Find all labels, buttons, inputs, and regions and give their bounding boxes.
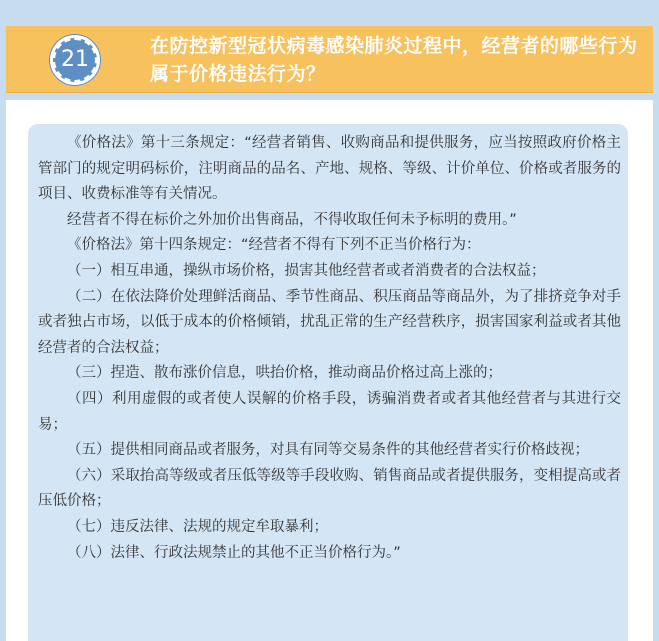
- paragraph: （六）采取抬高等级或者压低等级等手段收购、销售商品或者提供服务，变相提高或者压低价格；: [38, 467, 621, 510]
- paragraph: （四）利用虚假的或者使人误解的价格手段，诱骗消费者或者其他经营者与其进行交易；: [38, 390, 621, 433]
- paragraph: （三）捏造、散布涨价信息，哄抬价格，推动商品价格过高上涨的；: [67, 365, 502, 382]
- question-header: [6, 26, 653, 93]
- paragraph: 经营者不得在标价之外加价出售商品，不得收取任何未予标明的费用。”: [67, 211, 517, 228]
- question-number-badge: 21: [53, 38, 97, 82]
- paragraph: （八）法律、行政法规禁止的其他不正当价格行为。”: [67, 544, 401, 561]
- paragraph: （二）在依法降价处理鲜活商品、季节性商品、积压商品等商品外，为了排挤竞争对手或者独占市场，以低于成本的价格倾销，扰乱正常的生产经营秩序，损害国家利益或者其他经营者的合法权益；: [38, 288, 621, 356]
- paragraph: （一）相互串通，操纵市场价格，损害其他经营者或者消费者的合法权益；: [67, 262, 546, 279]
- question-title: 在防控新型冠状病毒感染肺炎过程中，经营者的哪些行为属于价格违法行为？: [150, 35, 638, 85]
- paragraph: （五）提供相同商品或者服务，对具有同等交易条件的其他经营者实行价格歧视；: [67, 442, 589, 459]
- paragraph: 《价格法》第十四条规定：“经营者不得有下列不正当价格行为：: [67, 237, 481, 254]
- paragraph: （七）违反法律、法规的规定牟取暴利；: [67, 518, 328, 535]
- answer-text: [38, 131, 621, 566]
- paragraph: 《价格法》第十三条规定：“经营者销售、收购商品和提供服务，应当按照政府价格主管部门的规定明码标价，注明商品的品名、产地、规格、等级、计价单位、价格或者服务的项目、收费标准等有关情况。: [38, 135, 621, 203]
